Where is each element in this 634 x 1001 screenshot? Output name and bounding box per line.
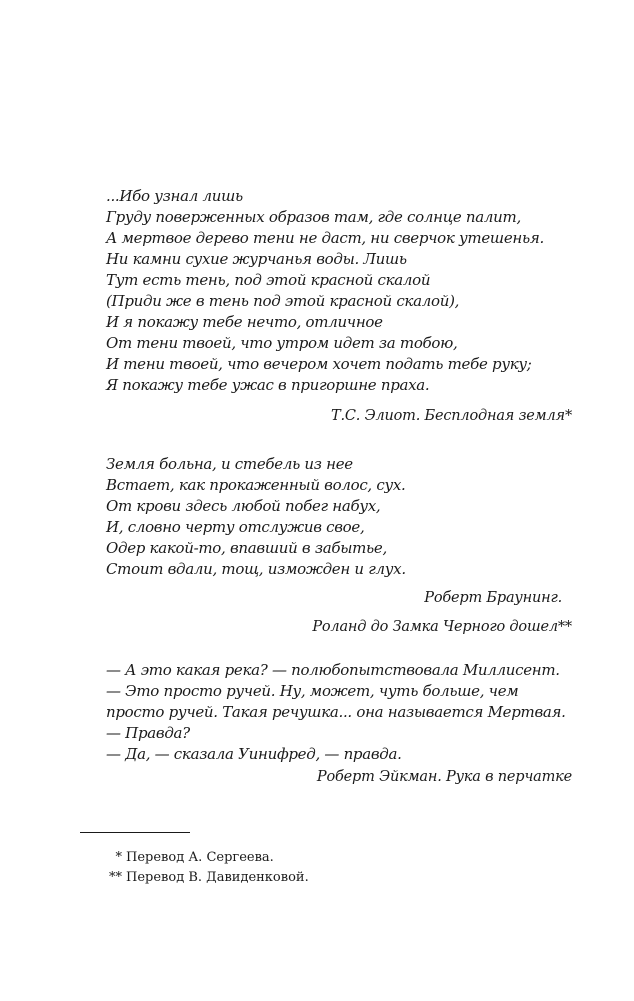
dialogue-line: — Правда? <box>106 724 190 742</box>
epigraph-browning <box>106 454 576 638</box>
poem-line: Земля больна, и стебель из нее <box>106 455 353 473</box>
poem-line: ...Ибо узнал лишь <box>106 187 243 205</box>
poem-line: (Приди же в тень под этой красной скалой), <box>106 292 460 310</box>
poem-line: От крови здесь любой побег набух, <box>106 497 381 515</box>
poem-line: Стоит вдали, тощ, изможден и глух. <box>106 560 406 578</box>
poem-line: И, словно черту отслужив свое, <box>106 518 365 536</box>
epigraph-aickman <box>106 660 576 788</box>
footnote-divider <box>80 832 190 833</box>
footnote-mark: ** <box>109 870 122 885</box>
dialogue-line: просто ручей. Такая речушка... она называется Мертвая. <box>106 703 566 721</box>
footnote <box>100 848 309 868</box>
poem-line: И тени твоей, что вечером хочет подать тебе руку; <box>106 355 532 373</box>
poem-line: И я покажу тебе нечто, отличное <box>106 313 383 331</box>
dialogue-line: — Это просто ручей. Ну, может, чуть больше, чем <box>106 682 519 700</box>
epigraph-attribution: Роберт Эйкман. Рука в перчатке <box>316 769 572 785</box>
epigraph-eliot <box>106 186 576 427</box>
poem-line: Груду поверженных образов там, где солнце палит, <box>106 208 521 226</box>
epigraph-author: Роберт Браунинг. <box>424 590 562 606</box>
poem-line: Я покажу тебе ужас в пригоршне праха. <box>106 376 430 394</box>
epigraph-attribution: Т.С. Элиот. Бесплодная земля* <box>330 408 572 424</box>
poem-line: Встает, как прокаженный волос, сух. <box>106 476 406 494</box>
dialogue-line: — Да, — сказала Уинифред, — правда. <box>106 745 402 763</box>
footnote-text: Перевод А. Сергеева. <box>126 850 274 865</box>
poem-line: Ни камни сухие журчанья воды. Лишь <box>106 250 407 268</box>
footnote <box>100 868 309 888</box>
dialogue-line: — А это какая река? — полюбопытствовала Миллисент. <box>106 661 560 679</box>
epigraph-work-title: Роланд до Замка Черного дошел** <box>312 619 572 635</box>
poem-line: Тут есть тень, под этой красной скалой <box>106 271 431 289</box>
poem-line: Одер какой-то, впавший в забытье, <box>106 539 387 557</box>
poem-line: От тени твоей, что утром идет за тобою, <box>106 334 458 352</box>
footnotes <box>100 848 309 888</box>
footnote-text: Перевод В. Давиденковой. <box>126 870 309 885</box>
footnote-mark: * <box>115 850 122 865</box>
poem-line: А мертвое дерево тени не даст, ни сверчок утешенья. <box>106 229 544 247</box>
